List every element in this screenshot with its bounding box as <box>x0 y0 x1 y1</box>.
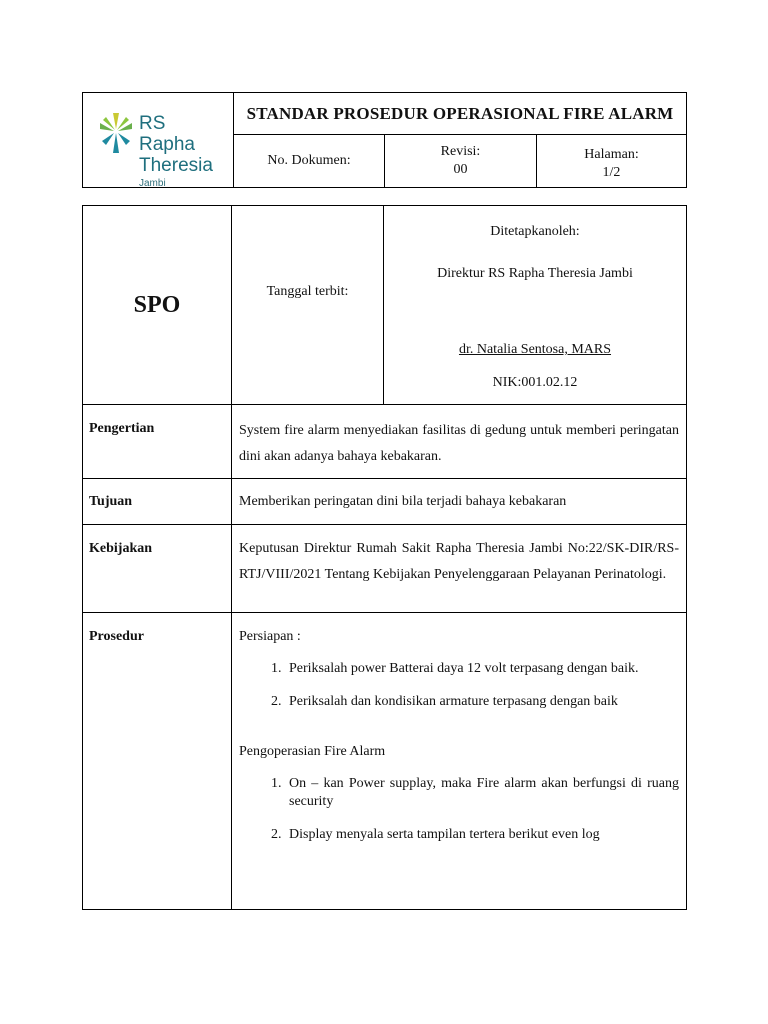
hospital-logo <box>99 103 213 189</box>
logo-emblem-icon <box>99 109 133 161</box>
page-value: 1/2 <box>602 165 621 180</box>
director-title: Direktur RS Rapha Theresia Jambi <box>437 266 633 281</box>
kebijakan-text: Keputusan Direktur Rumah Sakit Rapha Theresia Jambi No:22/SK-DIR/RS-RTJ/VIII/2021 Tentang Kebijakan Penyelenggaraan Pelayanan Perinatologi. <box>239 541 679 582</box>
logo-line2: Theresia <box>139 155 213 176</box>
prosedur-label: Prosedur <box>89 629 144 644</box>
tujuan-label: Tujuan <box>89 494 133 509</box>
page-label: Halaman: <box>584 147 639 162</box>
kebijakan-label: Kebijakan <box>89 541 153 556</box>
persiapan-list <box>239 660 679 711</box>
list-item: 2. Display menyala serta tampilan tertera berikut even log <box>285 826 679 844</box>
operasi-list <box>239 775 679 844</box>
approval-block <box>384 206 686 404</box>
logo-line1: RS Rapha <box>139 113 195 155</box>
main-table <box>82 205 687 910</box>
page-cell <box>537 135 686 187</box>
prosedur-content <box>239 628 679 859</box>
list-item: 1. On – kan Power supplay, maka Fire alarm akan berfungsi di ruang security <box>285 775 679 811</box>
approved-by-label: Ditetapkanoleh: <box>490 224 580 239</box>
list-item: 2. Periksalah dan kondisikan armature terpasang dengan baik <box>285 693 679 711</box>
doc-number-label: No. Dokumen: <box>267 153 351 168</box>
director-name: dr. Natalia Sentosa, MARS <box>458 342 612 357</box>
revision-cell <box>385 135 536 187</box>
logo-line3: Jambi <box>139 178 166 189</box>
pengertian-text: System fire alarm menyediakan fasilitas di gedung untuk memberi peringatan dini akan adanya bahaya kebakaran. <box>239 423 679 464</box>
document-title: STANDAR PROSEDUR OPERASIONAL FIRE ALARM <box>246 103 674 123</box>
director-nik: NIK:001.02.12 <box>492 375 578 390</box>
pengertian-label: Pengertian <box>89 421 155 436</box>
list-item: 1. Periksalah power Batterai daya 12 volt terpasang dengan baik. <box>285 660 679 678</box>
header-table <box>82 92 687 188</box>
operasi-title: Pengoperasian Fire Alarm <box>239 744 386 759</box>
revision-value: 00 <box>453 162 468 177</box>
revision-label: Revisi: <box>440 144 481 159</box>
persiapan-title: Persiapan : <box>239 629 301 644</box>
issue-date-label: Tanggal terbit: <box>266 284 349 299</box>
spo-label: SPO <box>133 291 181 318</box>
tujuan-text: Memberikan peringatan dini bila terjadi bahaya kebakaran <box>239 494 567 509</box>
